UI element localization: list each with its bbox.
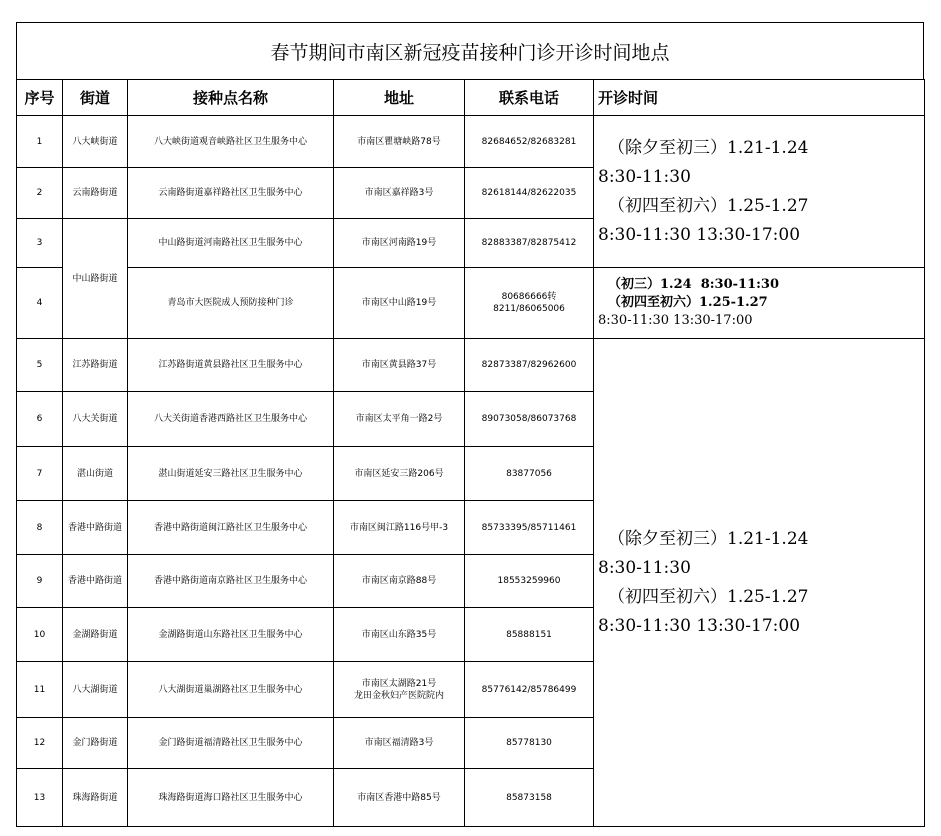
cell-street: 八大峡街道 — [63, 116, 128, 168]
cell-address: 市南区闽江路116号甲-3 — [334, 501, 465, 555]
hours-cell-b — [594, 268, 925, 339]
cell-street: 云南路街道 — [63, 168, 128, 219]
hours-line: 8:30-11:30 13:30-17:00 — [598, 313, 753, 328]
cell-street: 金门路街道 — [63, 718, 128, 769]
hours-line: （除夕至初三）1.21-1.24 — [608, 528, 809, 549]
cell-address: 市南区山东路35号 — [334, 608, 465, 662]
cell-street: 中山路街道 — [63, 219, 128, 339]
cell-site: 八大峡街道观音峡路社区卫生服务中心 — [128, 116, 334, 168]
cell-phone: 82873387/82962600 — [465, 339, 594, 392]
cell-address: 市南区嘉祥路3号 — [334, 168, 465, 219]
schedule-sheet — [16, 22, 924, 827]
cell-no: 13 — [17, 769, 63, 827]
cell-phone: 85873158 — [465, 769, 594, 827]
header-street: 街道 — [63, 80, 128, 116]
cell-address: 市南区太平角一路2号 — [334, 392, 465, 447]
hours-line: （初四至初六）1.25-1.27 — [608, 195, 809, 216]
hours-line: （初三）1.24 8:30-11:30 — [608, 277, 780, 292]
hours-cell-c — [594, 339, 925, 827]
cell-site: 中山路街道河南路社区卫生服务中心 — [128, 219, 334, 268]
cell-site: 云南路街道嘉祥路社区卫生服务中心 — [128, 168, 334, 219]
cell-street: 八大湖街道 — [63, 662, 128, 718]
cell-phone: 89073058/86073768 — [465, 392, 594, 447]
cell-phone: 85776142/85786499 — [465, 662, 594, 718]
hours-line: （除夕至初三）1.21-1.24 — [608, 137, 809, 158]
cell-address: 市南区南京路88号 — [334, 555, 465, 608]
hours-line: 8:30-11:30 13:30-17:00 — [598, 224, 801, 245]
table-row — [17, 268, 925, 339]
cell-no: 9 — [17, 555, 63, 608]
cell-no: 10 — [17, 608, 63, 662]
cell-no: 2 — [17, 168, 63, 219]
cell-site: 金湖路街道山东路社区卫生服务中心 — [128, 608, 334, 662]
cell-no: 6 — [17, 392, 63, 447]
cell-site: 香港中路街道闽江路社区卫生服务中心 — [128, 501, 334, 555]
hours-line: 8:30-11:30 13:30-17:00 — [598, 615, 801, 636]
cell-no: 12 — [17, 718, 63, 769]
cell-phone: 82883387/82875412 — [465, 219, 594, 268]
header-address: 地址 — [334, 80, 465, 116]
address-line: 市南区太湖路21号 — [361, 678, 437, 689]
phone-line: 8211/86065006 — [493, 304, 565, 314]
address-line: 龙田金秋妇产医院院内 — [353, 690, 444, 701]
cell-site: 金门路街道福清路社区卫生服务中心 — [128, 718, 334, 769]
cell-phone: 83877056 — [465, 447, 594, 501]
cell-phone: 85778130 — [465, 718, 594, 769]
cell-site: 湛山街道延安三路社区卫生服务中心 — [128, 447, 334, 501]
page-title: 春节期间市南区新冠疫苗接种门诊开诊时间地点 — [16, 22, 924, 79]
cell-no: 11 — [17, 662, 63, 718]
header-row — [17, 80, 925, 116]
cell-street: 香港中路街道 — [63, 555, 128, 608]
cell-site: 八大关街道香港西路社区卫生服务中心 — [128, 392, 334, 447]
cell-street: 金湖路街道 — [63, 608, 128, 662]
cell-street: 香港中路街道 — [63, 501, 128, 555]
hours-line: （初四至初六）1.25-1.27 — [608, 295, 768, 310]
cell-address: 市南区河南路19号 — [334, 219, 465, 268]
cell-site: 珠海路街道海口路社区卫生服务中心 — [128, 769, 334, 827]
header-phone: 联系电话 — [465, 80, 594, 116]
hours-cell-a — [594, 116, 925, 268]
hours-line: 8:30-11:30 — [598, 557, 691, 578]
cell-phone: 85888151 — [465, 608, 594, 662]
header-site: 接种点名称 — [128, 80, 334, 116]
table-row — [17, 116, 925, 168]
cell-phone — [465, 268, 594, 339]
cell-address: 市南区香港中路85号 — [334, 769, 465, 827]
cell-street: 八大关街道 — [63, 392, 128, 447]
cell-no: 7 — [17, 447, 63, 501]
cell-site: 八大湖街道巢湖路社区卫生服务中心 — [128, 662, 334, 718]
cell-address: 市南区中山路19号 — [334, 268, 465, 339]
cell-phone: 18553259960 — [465, 555, 594, 608]
cell-address: 市南区黄县路37号 — [334, 339, 465, 392]
cell-site: 香港中路街道南京路社区卫生服务中心 — [128, 555, 334, 608]
hours-line: 8:30-11:30 — [598, 166, 691, 187]
cell-address — [334, 662, 465, 718]
cell-address: 市南区福清路3号 — [334, 718, 465, 769]
phone-line: 80686666转 — [501, 292, 557, 302]
header-hours: 开诊时间 — [594, 80, 925, 116]
cell-address: 市南区延安三路206号 — [334, 447, 465, 501]
cell-no: 5 — [17, 339, 63, 392]
cell-site: 青岛市大医院成人预防接种门诊 — [128, 268, 334, 339]
hours-line: （初四至初六）1.25-1.27 — [608, 586, 809, 607]
cell-street: 江苏路街道 — [63, 339, 128, 392]
cell-no: 8 — [17, 501, 63, 555]
cell-address: 市南区瞿塘峡路78号 — [334, 116, 465, 168]
cell-phone: 85733395/85711461 — [465, 501, 594, 555]
cell-no: 3 — [17, 219, 63, 268]
cell-phone: 82618144/82622035 — [465, 168, 594, 219]
cell-street: 湛山街道 — [63, 447, 128, 501]
header-no: 序号 — [17, 80, 63, 116]
schedule-table — [16, 79, 925, 827]
cell-street: 珠海路街道 — [63, 769, 128, 827]
table-row — [17, 339, 925, 392]
cell-no: 1 — [17, 116, 63, 168]
cell-phone: 82684652/82683281 — [465, 116, 594, 168]
cell-no: 4 — [17, 268, 63, 339]
cell-site: 江苏路街道黄县路社区卫生服务中心 — [128, 339, 334, 392]
